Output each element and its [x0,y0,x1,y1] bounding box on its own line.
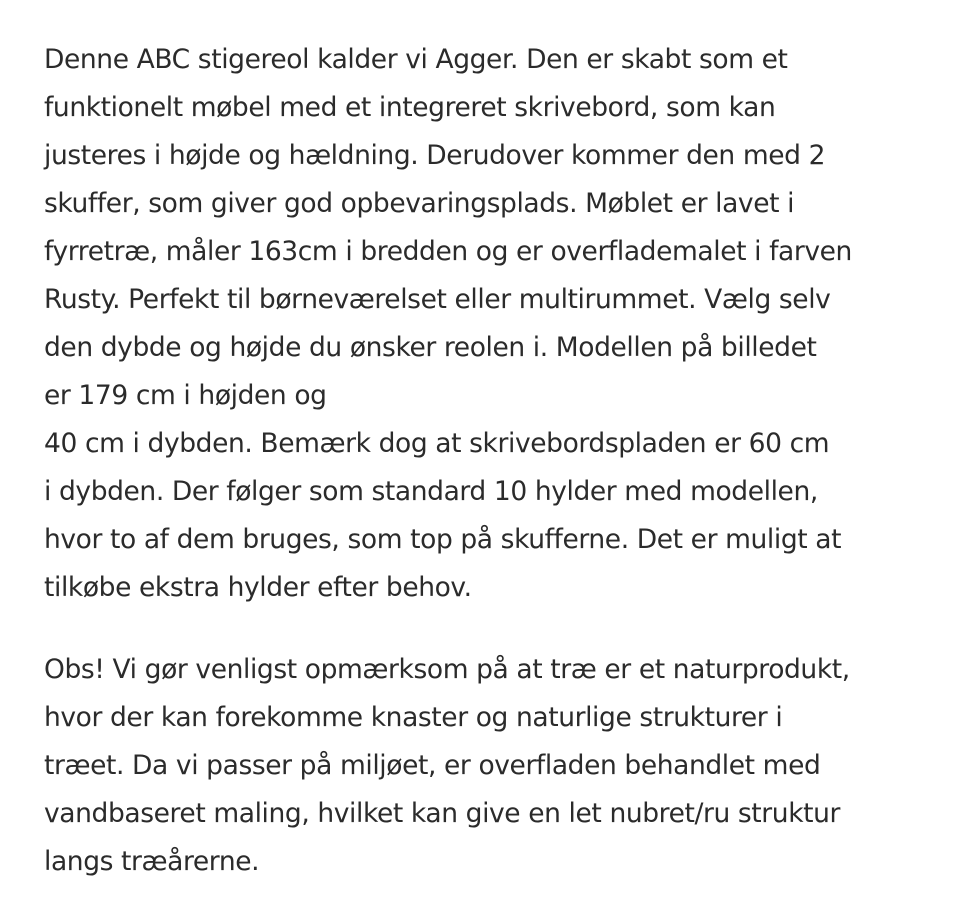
text-line: hvor to af dem bruges, som top på skufferne. Det er muligt at [44,524,842,555]
description-paragraph-1 [44,36,944,612]
text-line: Rusty. Perfekt til børneværelset eller multirummet. Vælg selv [44,284,831,315]
text-line: 40 cm i dybden. Bemærk dog at skrivebordspladen er 60 cm [44,428,830,459]
text-line: justeres i højde og hældning. Derudover kommer den med 2 [44,140,826,171]
text-line: fyrretræ, måler 163cm i bredden og er overflademalet i farven [44,236,852,267]
text-line: den dybde og højde du ønsker reolen i. Modellen på billedet [44,332,817,363]
text-line: funktionelt møbel med et integreret skrivebord, som kan [44,92,776,123]
text-line: hvor der kan forekomme knaster og naturlige strukturer i [44,702,783,733]
text-line: langs træårerne. [44,846,260,877]
text-line: tilkøbe ekstra hylder efter behov. [44,572,472,603]
text-line: Denne ABC stigereol kalder vi Agger. Den er skabt som et [44,44,788,75]
text-line: er 179 cm i højden og [44,380,327,411]
paragraph-spacer [44,612,944,646]
text-line: skuffer, som giver god opbevaringsplads. Møblet er lavet i [44,188,795,219]
text-line: vandbaseret maling, hvilket kan give en let nubret/ru struktur [44,798,841,829]
text-line: i dybden. Der følger som standard 10 hylder med modellen, [44,476,818,507]
text-line: træet. Da vi passer på miljøet, er overfladen behandlet med [44,750,821,781]
text-line: Obs! Vi gør venligst opmærksom på at træ er et naturprodukt, [44,654,850,685]
product-description [44,36,944,886]
description-paragraph-2 [44,646,944,886]
